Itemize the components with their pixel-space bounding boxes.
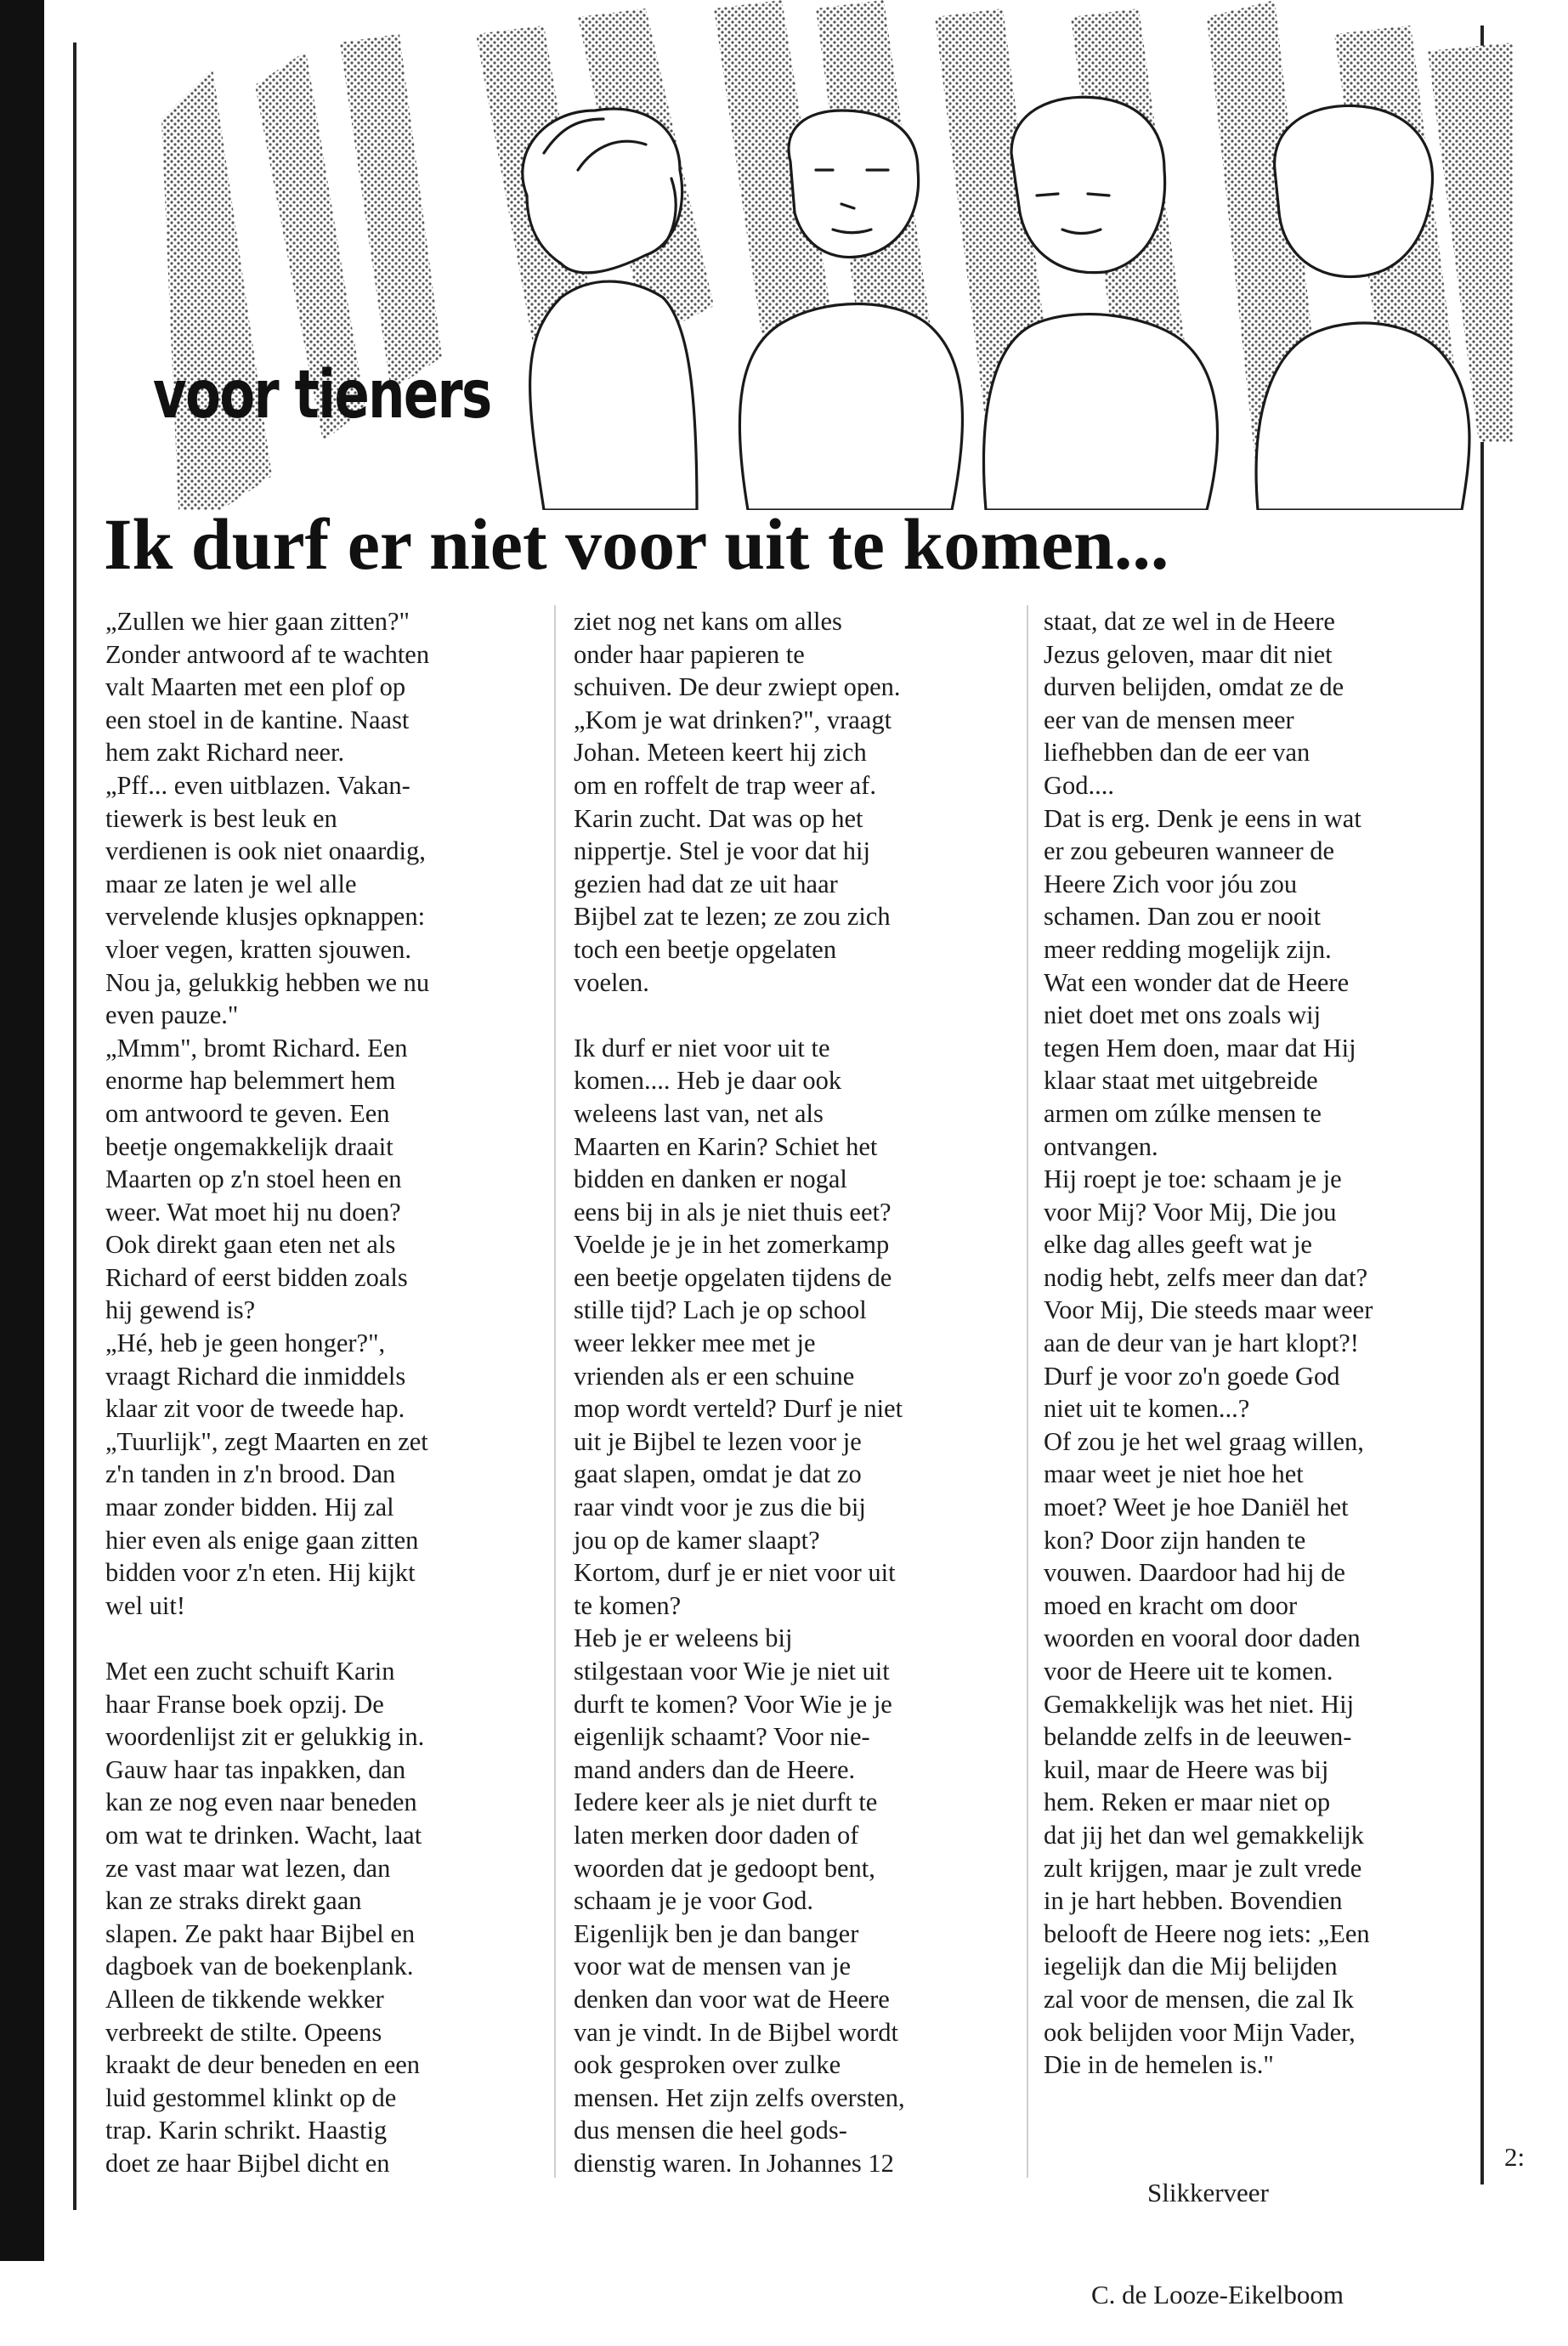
text-line: vouwen. Daardoor had hij de — [1044, 1558, 1345, 1588]
text-line: Of zou je het wel graag willen, — [1044, 1426, 1364, 1456]
text-line: beetje ongemakkelijk draait — [105, 1131, 393, 1161]
signature — [1091, 2108, 1344, 2346]
page-edge — [0, 0, 44, 2261]
text-line: trap. Karin schrikt. Haastig — [105, 2116, 388, 2145]
text-line: Nou ja, gelukkig hebben we nu — [105, 967, 430, 997]
text-line: kan ze nog even naar beneden — [105, 1788, 417, 1817]
text-line: dus mensen die heel gods- — [574, 2116, 847, 2145]
header-illustration — [85, 0, 1513, 510]
text-line: voor de Heere uit te komen. — [1044, 1657, 1333, 1686]
text-line: belandde zelfs in de leeuwen- — [1044, 1722, 1352, 1752]
text-line: Dat is erg. Denk je eens in wat — [1044, 803, 1361, 833]
text-line: „Pff... even uitblazen. Vakan- — [105, 770, 410, 800]
text-line: durven belijden, omdat ze de — [1044, 672, 1344, 702]
text-line: Iedere keer als je niet durft te — [574, 1788, 878, 1817]
text-line: mensen. Het zijn zelfs oversten, — [574, 2082, 905, 2112]
text-line: dienstig waren. In Johannes 12 — [574, 2148, 894, 2178]
text-line: moed en kracht om door — [1044, 1590, 1298, 1620]
text-line: niet uit te komen...? — [1044, 1394, 1250, 1424]
text-line: Alleen de tikkende wekker — [105, 1984, 384, 2014]
article-title: Ik durf er niet voor uit te komen... — [104, 503, 1169, 585]
text-line: kuil, maar de Heere was bij — [1044, 1754, 1329, 1784]
text-line: eigenlijk schaamt? Voor nie- — [574, 1722, 870, 1752]
text-line: raar vindt voor je zus die bij — [574, 1493, 866, 1522]
text-line: „Zullen we hier gaan zitten?" — [105, 607, 410, 636]
text-line: God.... — [1044, 770, 1115, 800]
text-line: onder haar papieren te — [574, 639, 805, 669]
text-line: maar weet je niet hoe het — [1044, 1459, 1304, 1489]
text-line: „Mmm", bromt Richard. Een — [105, 1033, 408, 1062]
text-line: Voelde je je in het zomerkamp — [574, 1230, 890, 1260]
text-line: luid gestommel klinkt op de — [105, 2082, 397, 2112]
text-line: nodig hebt, zelfs meer dan dat? — [1044, 1262, 1368, 1292]
text-line: stilgestaan voor Wie je niet uit — [574, 1657, 890, 1686]
text-line: Kortom, durf je er niet voor uit — [574, 1558, 896, 1588]
text-line: bidden en danken er nogal — [574, 1164, 847, 1194]
text-line: verbreekt de stilte. Opeens — [105, 2017, 382, 2047]
text-line: Heb je er weleens bij — [574, 1624, 793, 1653]
text-line: Hij roept je toe: schaam je je — [1044, 1164, 1342, 1194]
text-line: haar Franse boek opzij. De — [105, 1689, 384, 1719]
text-line: z'n tanden in z'n brood. Dan — [105, 1459, 396, 1489]
text-line: liefhebben dan de eer van — [1044, 738, 1310, 768]
text-line: Jezus geloven, maar dit niet — [1044, 639, 1333, 669]
text-line: in je hart hebben. Bovendien — [1044, 1886, 1343, 1916]
text-line: jou op de kamer slaapt? — [574, 1525, 820, 1555]
text-line: vraagt Richard die inmiddels — [105, 1361, 406, 1391]
text-line: „Kom je wat drinken?", vraagt — [574, 705, 892, 734]
text-line: denken dan voor wat de Heere — [574, 1984, 890, 2014]
text-line: ze vast maar wat lezen, dan — [105, 1853, 391, 1883]
text-line: niet doet met ons zoals wij — [1044, 1000, 1322, 1030]
text-line: Gemakkelijk was het niet. Hij — [1044, 1689, 1355, 1719]
column-2 — [574, 605, 1007, 2180]
section-label: voor tieners — [153, 357, 491, 434]
text-line: een stoel in de kantine. Naast — [105, 705, 410, 734]
text-line: schuiven. De deur zwiept open. — [574, 672, 901, 702]
text-line: voor wat de mensen van je — [574, 1952, 852, 1981]
text-line: woordenlijst zit er gelukkig in. — [105, 1722, 425, 1752]
column-divider — [554, 605, 556, 2178]
text-line: armen om zúlke mensen te — [1044, 1098, 1322, 1128]
text-line: Bijbel zat te lezen; ze zou zich — [574, 902, 891, 932]
text-line: weer lekker mee met je — [574, 1329, 816, 1358]
text-line: uit je Bijbel te lezen voor je — [574, 1426, 862, 1456]
left-rule — [73, 42, 76, 2210]
text-line: Ik durf er niet voor uit te — [574, 1033, 830, 1062]
paragraph-gap — [105, 1622, 530, 1655]
text-line: zal voor de mensen, die zal Ik — [1044, 1984, 1355, 2014]
text-line: tiewerk is best leuk en — [105, 803, 337, 833]
text-line: hem. Reken er maar niet op — [1044, 1788, 1331, 1817]
text-line: aan de deur van je hart klopt?! — [1044, 1329, 1359, 1358]
text-line: verdienen is ook niet onaardig, — [105, 836, 426, 866]
text-line: hem zakt Richard neer. — [105, 738, 345, 768]
text-line: bidden voor z'n eten. Hij kijkt — [105, 1558, 416, 1588]
text-line: eer van de mensen meer — [1044, 705, 1294, 734]
text-line: te komen? — [574, 1590, 682, 1620]
text-line: „Hé, heb je geen honger?", — [105, 1329, 386, 1358]
text-line: gaat slapen, omdat je dat zo — [574, 1459, 862, 1489]
text-line: er zou gebeuren wanneer de — [1044, 836, 1335, 866]
page-number: 2: — [1504, 2142, 1526, 2172]
text-line: klaar zit voor de tweede hap. — [105, 1394, 405, 1424]
text-line: kan ze straks direkt gaan — [105, 1886, 362, 1916]
text-line: vloer vegen, kratten sjouwen. — [105, 934, 411, 964]
text-line: woorden en vooral door daden — [1044, 1624, 1361, 1653]
text-line: vervelende klusjes opknappen: — [105, 902, 426, 932]
text-line: om en roffelt de trap weer af. — [574, 770, 876, 800]
text-line: Heere Zich voor jóu zou — [1044, 869, 1298, 898]
text-line: staat, dat ze wel in de Heere — [1044, 607, 1335, 636]
text-line: mop wordt verteld? Durf je niet — [574, 1394, 903, 1424]
text-line: Johan. Meteen keert hij zich — [574, 738, 867, 768]
text-line: een beetje opgelaten tijdens de — [574, 1262, 892, 1292]
text-line: komen.... Heb je daar ook — [574, 1066, 842, 1096]
text-line: Zonder antwoord af te wachten — [105, 639, 430, 669]
text-line: Wat een wonder dat de Heere — [1044, 967, 1350, 997]
text-line: Ook direkt gaan eten net als — [105, 1230, 396, 1260]
text-line: kon? Door zijn handen te — [1044, 1525, 1306, 1555]
text-line: dat jij het dan wel gemakkelijk — [1044, 1820, 1364, 1850]
text-line: meer redding mogelijk zijn. — [1044, 934, 1332, 964]
column-1 — [105, 605, 530, 2180]
text-line: hier even als enige gaan zitten — [105, 1525, 419, 1555]
text-line: voelen. — [574, 967, 649, 997]
text-line: „Tuurlijk", zegt Maarten en zet — [105, 1426, 428, 1456]
text-line: Richard of eerst bidden zoals — [105, 1262, 408, 1292]
text-line: dagboek van de boekenplank. — [105, 1952, 414, 1981]
text-line: schaam je je voor God. — [574, 1886, 814, 1916]
text-line: om antwoord te geven. Een — [105, 1098, 390, 1128]
text-line: durft te komen? Voor Wie je je — [574, 1689, 892, 1719]
text-line: enorme hap belemmert hem — [105, 1066, 396, 1096]
text-line: Met een zucht schuift Karin — [105, 1657, 395, 1686]
text-line: vrienden als er een schuine — [574, 1361, 855, 1391]
text-line: van je vindt. In de Bijbel wordt — [574, 2017, 899, 2047]
text-line: maar zonder bidden. Hij zal — [105, 1493, 394, 1522]
text-line: Karin zucht. Dat was op het — [574, 803, 863, 833]
signature-place: Slikkerveer — [1147, 2178, 1269, 2207]
text-line: klaar staat met uitgebreide — [1044, 1066, 1318, 1096]
text-line: even pauze." — [105, 1000, 239, 1030]
column-divider — [1027, 605, 1028, 2178]
text-line: woorden dat je gedoopt bent, — [574, 1853, 875, 1883]
signature-author: C. de Looze-Eikelboom — [1091, 2280, 1344, 2309]
text-line: stille tijd? Lach je op school — [574, 1295, 867, 1325]
text-line: ook gesproken over zulke — [574, 2050, 841, 2080]
text-line: voor Mij? Voor Mij, Die jou — [1044, 1197, 1337, 1227]
text-line: Eigenlijk ben je dan banger — [574, 1918, 859, 1948]
text-line: weleens last van, net als — [574, 1098, 824, 1128]
text-line: Die in de hemelen is." — [1044, 2050, 1274, 2080]
text-line: weer. Wat moet hij nu doen? — [105, 1197, 401, 1227]
text-line: hij gewend is? — [105, 1295, 256, 1325]
column-3 — [1044, 605, 1477, 2082]
text-line: tegen Hem doen, maar dat Hij — [1044, 1033, 1356, 1062]
text-line: Durf je voor zo'n goede God — [1044, 1361, 1340, 1391]
text-line: kraakt de deur beneden en een — [105, 2050, 421, 2080]
text-line: valt Maarten met een plof op — [105, 672, 406, 702]
text-line: schamen. Dan zou er nooit — [1044, 902, 1322, 932]
text-line: iegelijk dan die Mij belijden — [1044, 1952, 1338, 1981]
text-line: Maarten op z'n stoel heen en — [105, 1164, 402, 1194]
text-line: toch een beetje opgelaten — [574, 934, 837, 964]
text-line: wel uit! — [105, 1590, 186, 1620]
text-line: elke dag alles geeft wat je — [1044, 1230, 1312, 1260]
text-line: zult krijgen, maar je zult vrede — [1044, 1853, 1362, 1883]
text-line: doet ze haar Bijbel dicht en — [105, 2148, 390, 2178]
text-line: mand anders dan de Heere. — [574, 1754, 856, 1784]
text-line: maar ze laten je wel alle — [105, 869, 357, 898]
text-line: ook belijden voor Mijn Vader, — [1044, 2017, 1356, 2047]
text-line: laten merken door daden of — [574, 1820, 859, 1850]
paragraph-gap — [574, 999, 1007, 1032]
text-line: ziet nog net kans om alles — [574, 607, 842, 636]
text-line: nippertje. Stel je voor dat hij — [574, 836, 870, 866]
text-line: eens bij in als je niet thuis eet? — [574, 1197, 892, 1227]
text-line: belooft de Heere nog iets: „Een — [1044, 1918, 1370, 1948]
text-line: gezien had dat ze uit haar — [574, 869, 838, 898]
text-line: moet? Weet je hoe Daniël het — [1044, 1493, 1349, 1522]
text-line: ontvangen. — [1044, 1131, 1158, 1161]
text-line: Maarten en Karin? Schiet het — [574, 1131, 878, 1161]
text-line: slapen. Ze pakt haar Bijbel en — [105, 1918, 416, 1948]
text-line: om wat te drinken. Wacht, laat — [105, 1820, 422, 1850]
text-line: Gauw haar tas inpakken, dan — [105, 1754, 406, 1784]
text-line: Voor Mij, Die steeds maar weer — [1044, 1295, 1373, 1325]
